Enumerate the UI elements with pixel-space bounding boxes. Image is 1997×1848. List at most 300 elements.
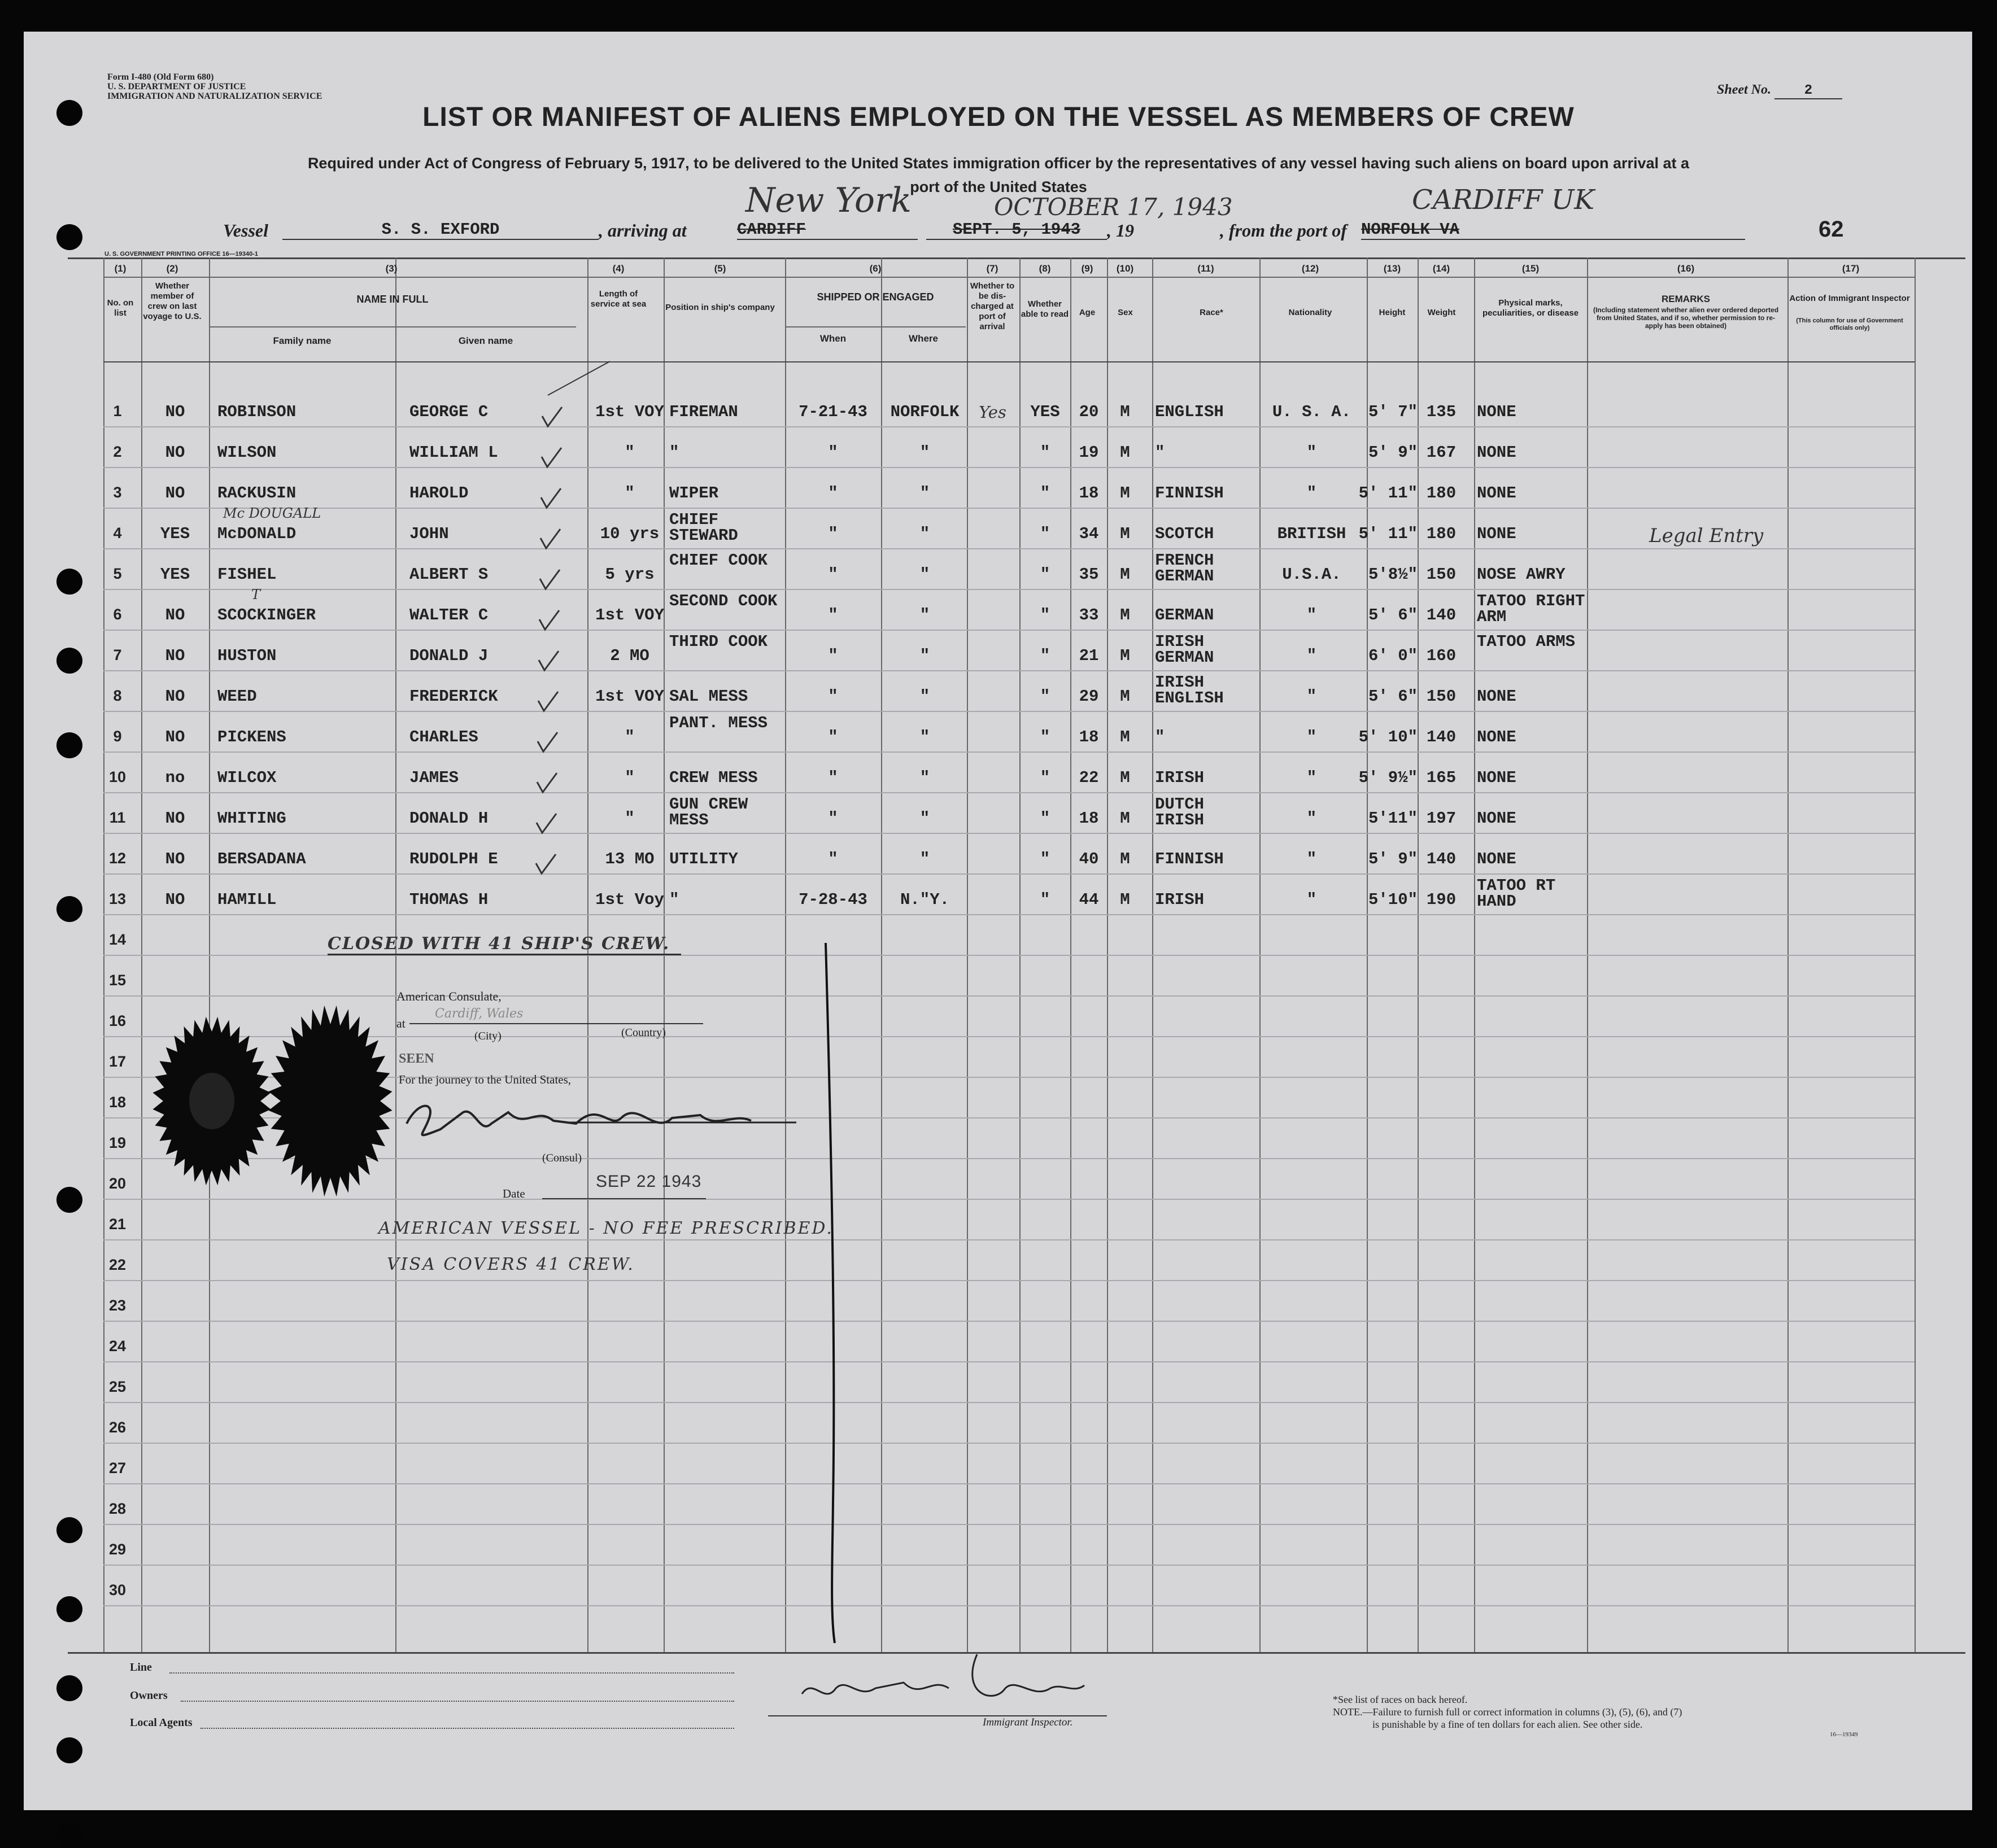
cell-given: JOHN — [409, 525, 449, 543]
column-number: (13) — [1383, 263, 1401, 274]
row-number: 14 — [108, 931, 127, 948]
cell-height: 5'10" — [1368, 890, 1418, 909]
cell-nat: " — [1306, 606, 1317, 624]
cell-where: " — [919, 484, 930, 503]
row-number: 9 — [113, 728, 122, 745]
column-number: (6) — [869, 263, 882, 274]
header-when: When — [819, 333, 847, 344]
cell-disch: Yes — [979, 403, 1006, 422]
family-name-handwritten: T — [251, 587, 261, 602]
row-number: 21 — [108, 1216, 127, 1233]
grid-row-line — [103, 1565, 1915, 1566]
header-name-in-full: NAME IN FULL — [356, 294, 429, 305]
cell-where: " — [919, 646, 930, 665]
cell-nat: " — [1306, 728, 1317, 746]
cell-prev: NO — [165, 443, 185, 462]
header-length-service: Length of service at sea — [590, 289, 647, 309]
cell-prev: no — [165, 768, 185, 787]
row-number: 8 — [113, 687, 122, 704]
cell-when: " — [828, 443, 838, 462]
header-able-read: Whether able to read — [1021, 299, 1069, 319]
cell-family: WILSON — [217, 443, 277, 462]
cell-weight: 197 — [1426, 809, 1457, 828]
cell-age: 21 — [1079, 646, 1099, 665]
cell-when: " — [828, 484, 838, 503]
cell-race: IRISH ENGLISH — [1155, 673, 1224, 707]
from-port-label: , from the port of — [1220, 220, 1347, 241]
cell-read: " — [1040, 484, 1050, 503]
row-number: 27 — [108, 1460, 127, 1476]
cell-prev: YES — [160, 525, 190, 543]
cell-family: BERSADANA — [217, 850, 306, 868]
grid-column-line — [1915, 257, 1916, 1652]
cell-age: 29 — [1079, 687, 1099, 706]
cell-marks: TATOO ARMS — [1477, 632, 1576, 651]
cell-length: 13 MO — [605, 850, 655, 868]
punch-hole — [56, 1596, 82, 1622]
cell-race: FINNISH — [1155, 484, 1224, 503]
cell-family: WILCOX — [217, 768, 277, 787]
cell-when: " — [828, 646, 838, 665]
agency-line-1: U. S. DEPARTMENT OF JUSTICE — [107, 82, 246, 91]
grid-row-line — [103, 833, 1915, 834]
row-number: 18 — [108, 1094, 127, 1111]
consul-signature — [395, 1090, 802, 1146]
header-member-prev: Whether member of crew on last voyage to U.S. — [143, 281, 202, 321]
vessel-name: S. S. EXFORD — [282, 220, 599, 240]
row-number: 2 — [113, 443, 122, 460]
cell-marks: NONE — [1477, 850, 1516, 868]
cell-given: HAROLD — [409, 484, 469, 503]
cell-height: 6' 0" — [1368, 646, 1418, 665]
header-action-note: (This column for use of Government officials only) — [1796, 317, 1903, 331]
consulate-date-label: Date — [503, 1187, 525, 1200]
cell-race: ENGLISH — [1155, 403, 1224, 421]
subtitle-line-1: Required under Act of Congress of February 5, 1917, to be delivered to the United States immigration officer by the representatives of any vessel having such aliens on board upon arrival at a — [307, 155, 1690, 172]
grid-row-line — [103, 508, 1915, 509]
punch-hole — [56, 1517, 82, 1543]
cell-weight: 190 — [1426, 890, 1457, 909]
cell-weight: 140 — [1426, 728, 1457, 746]
cell-marks: NONE — [1477, 484, 1516, 503]
cell-age: 33 — [1079, 606, 1099, 624]
line-label: Line — [130, 1661, 152, 1674]
cell-sex: M — [1120, 525, 1130, 543]
grid-row-line — [103, 277, 1915, 278]
owners-label: Owners — [130, 1689, 168, 1702]
form-code: 16—19349 — [1830, 1731, 1858, 1738]
cell-marks: TATOO RIGHT ARM — [1477, 592, 1585, 626]
cell-weight: 150 — [1426, 565, 1457, 584]
cell-marks: NONE — [1477, 809, 1516, 828]
header-sex: Sex — [1118, 308, 1133, 317]
cell-family: WHITING — [217, 809, 286, 828]
cell-position: SAL MESS — [669, 687, 748, 706]
from-port-handwritten: CARDIFF UK — [1412, 184, 1595, 216]
grid-row-line — [103, 630, 1915, 631]
cell-family: ROBINSON — [217, 403, 297, 421]
cell-when: " — [828, 565, 838, 584]
inspector-signature — [791, 1643, 1107, 1722]
footnote-penalty-2: is punishable by a fine of ten dollars for each alien. See other side. — [1372, 1719, 1643, 1730]
row-number: 3 — [113, 484, 122, 501]
cell-height: 5' 6" — [1368, 687, 1418, 706]
punch-hole — [56, 1675, 82, 1701]
local-agents-field — [200, 1728, 734, 1729]
arrival-date-handwritten: OCTOBER 17, 1943 — [994, 193, 1233, 221]
checkmark — [538, 732, 557, 752]
cell-weight: 135 — [1426, 403, 1457, 421]
cell-read: " — [1040, 646, 1050, 665]
header-height: Height — [1379, 308, 1406, 317]
row-number: 10 — [108, 768, 127, 785]
checkmark — [541, 488, 561, 508]
consulate-date-rule — [542, 1198, 706, 1199]
cell-weight: 180 — [1426, 525, 1457, 543]
grid-row-line — [103, 914, 1915, 915]
cell-given: CHARLES — [409, 728, 478, 746]
cell-sex: M — [1120, 890, 1130, 909]
row-number: 7 — [113, 646, 122, 663]
inspector-label: Immigrant Inspector. — [983, 1716, 1073, 1728]
cell-given: WILLIAM L — [409, 443, 498, 462]
cell-given: ALBERT S — [409, 565, 489, 584]
cell-position: THIRD COOK — [669, 632, 768, 651]
cell-age: 35 — [1079, 565, 1099, 584]
cell-length: " — [625, 484, 635, 503]
cell-length: 1st VOY — [595, 687, 664, 706]
grid-row-line — [103, 792, 1915, 793]
cell-position: CHIEF COOK — [669, 551, 768, 570]
family-name-handwritten: Mc DOUGALL — [223, 505, 321, 521]
cell-read: " — [1040, 565, 1050, 584]
cell-family: PICKENS — [217, 728, 286, 746]
cell-where: " — [919, 728, 930, 746]
header-rule — [68, 257, 1965, 259]
cell-where: " — [919, 443, 930, 462]
pen-stroke — [813, 937, 847, 1649]
cell-where: " — [919, 809, 930, 828]
cell-weight: 167 — [1426, 443, 1457, 462]
cell-prev: NO — [165, 809, 185, 828]
header-nationality: Nationality — [1288, 308, 1332, 317]
column-number: (5) — [714, 263, 726, 274]
row-number: 25 — [108, 1378, 127, 1395]
header-no-on-list: No. on list — [107, 298, 134, 318]
agency-line-2: IMMIGRATION AND NATURALIZATION SERVICE — [107, 91, 322, 101]
column-number: (11) — [1197, 263, 1214, 274]
consular-seal — [150, 999, 404, 1203]
row-number: 26 — [108, 1419, 127, 1436]
cell-weight: 140 — [1426, 850, 1457, 868]
sheet-number-label: Sheet No. 2 — [1717, 82, 1842, 99]
grid-row-line — [103, 589, 1915, 590]
cell-age: 18 — [1079, 484, 1099, 503]
cell-height: 5' 9" — [1368, 850, 1418, 868]
cell-sex: M — [1120, 850, 1130, 868]
year-label: , 19 — [1107, 220, 1134, 241]
cell-nat: " — [1306, 890, 1317, 909]
consul-label: (Consul) — [542, 1152, 582, 1164]
grid-row-line — [103, 1443, 1915, 1444]
cell-sex: M — [1120, 443, 1130, 462]
cell-race: SCOTCH — [1155, 525, 1214, 543]
cell-marks: NONE — [1477, 525, 1516, 543]
cell-when: 7-28-43 — [799, 890, 867, 909]
cell-family: McDONALD — [217, 525, 297, 543]
cell-given: JAMES — [409, 768, 459, 787]
cell-length: 1st VOY — [595, 403, 664, 421]
cell-sex: M — [1120, 606, 1130, 624]
grid-row-line — [103, 467, 1915, 468]
cell-length: 5 yrs — [605, 565, 655, 584]
cell-given: WALTER C — [409, 606, 489, 624]
row-number: 20 — [108, 1175, 127, 1192]
cell-sex: M — [1120, 646, 1130, 665]
cell-sex: M — [1120, 484, 1130, 503]
row-number: 23 — [108, 1297, 127, 1314]
header-where: Where — [909, 333, 938, 344]
header-action: Action of Immigrant Inspector — [1789, 294, 1910, 303]
grid-row-line — [103, 1239, 1915, 1240]
consulate-city-handwritten: Cardiff, Wales — [435, 1007, 524, 1021]
row-number: 13 — [108, 890, 127, 907]
cell-sex: M — [1120, 809, 1130, 828]
cell-height: 5'8½" — [1368, 565, 1418, 584]
cell-nat: " — [1306, 809, 1317, 828]
cell-where: N."Y. — [900, 890, 949, 909]
header-race: Race* — [1200, 308, 1223, 317]
cell-nat: " — [1306, 687, 1317, 706]
grid-row-line — [103, 1361, 1915, 1362]
sheet-number: 2 — [1774, 83, 1842, 99]
consulate-city-rule — [409, 1023, 703, 1024]
checkmark — [542, 448, 561, 467]
punch-hole — [56, 896, 82, 922]
cell-length: " — [625, 768, 635, 787]
row-number: 16 — [108, 1012, 127, 1029]
cell-when: " — [828, 525, 838, 543]
row-number: 22 — [108, 1256, 127, 1273]
cell-family: SCOCKINGER — [217, 606, 316, 624]
row-number: 5 — [113, 565, 122, 582]
cell-read: " — [1040, 890, 1050, 909]
cell-when: " — [828, 850, 838, 868]
column-number: (1) — [114, 263, 127, 274]
grid-row-line — [103, 873, 1915, 875]
cell-given: FREDERICK — [409, 687, 498, 706]
cell-marks: NONE — [1477, 728, 1516, 746]
cell-where: " — [919, 768, 930, 787]
consulate-at-label: at — [396, 1016, 405, 1030]
cell-race: " — [1155, 728, 1165, 746]
cell-family: FISHEL — [217, 565, 277, 584]
column-number: (10) — [1116, 263, 1134, 274]
grid-row-line — [103, 752, 1915, 753]
cell-height: 5' 9½" — [1358, 768, 1418, 787]
form-id: Form I-480 (Old Form 680) — [107, 72, 214, 82]
punch-hole — [56, 732, 82, 758]
cell-height: 5' 6" — [1368, 606, 1418, 624]
cell-prev: NO — [165, 687, 185, 706]
cell-when: " — [828, 809, 838, 828]
cell-read: " — [1040, 443, 1050, 462]
cell-position: PANT. MESS — [669, 714, 768, 732]
punch-hole — [56, 1737, 82, 1763]
cell-height: 5' 10" — [1358, 728, 1418, 746]
row-number: 19 — [108, 1134, 127, 1151]
page-title: LIST OR MANIFEST OF ALIENS EMPLOYED ON THE VESSEL AS MEMBERS OF CREW — [422, 102, 1575, 132]
cell-sex: M — [1120, 728, 1130, 746]
cell-family: HAMILL — [217, 890, 277, 909]
grid-row-line — [103, 1402, 1915, 1403]
subtitle-line-2: port of the United States — [910, 178, 1087, 195]
cell-family: WEED — [217, 687, 257, 706]
cell-age: 18 — [1079, 728, 1099, 746]
cell-length: 1st Voy — [595, 890, 664, 909]
column-number: (16) — [1677, 263, 1695, 274]
cell-age: 19 — [1079, 443, 1099, 462]
consulate-date-stamp: SEP 22 1943 — [596, 1172, 702, 1191]
cell-race: FINNISH — [1155, 850, 1224, 868]
from-port-typed: NORFOLK VA — [1361, 220, 1745, 240]
cell-height: 5'11" — [1368, 809, 1418, 828]
cell-given: DONALD H — [409, 809, 489, 828]
column-number: (8) — [1039, 263, 1051, 274]
footnote-races: *See list of races on back hereof. — [1333, 1694, 1468, 1705]
cell-position: GUN CREW MESS — [669, 795, 748, 829]
cell-nat: " — [1306, 484, 1317, 503]
column-number: (15) — [1521, 263, 1540, 274]
cell-marks: NONE — [1477, 403, 1516, 421]
cell-read: " — [1040, 525, 1050, 543]
cell-when: " — [828, 768, 838, 787]
grid-row-line — [103, 670, 1915, 671]
cell-race: FRENCH GERMAN — [1155, 551, 1214, 586]
cell-weight: 160 — [1426, 646, 1457, 665]
cell-position: SECOND COOK — [669, 592, 778, 610]
cell-race: GERMAN — [1155, 606, 1214, 624]
cell-where: NORFOLK — [890, 403, 960, 421]
grid-row-line — [103, 426, 1915, 427]
row-number: 30 — [108, 1581, 127, 1598]
cell-prev: NO — [165, 646, 185, 665]
cell-age: 18 — [1079, 809, 1099, 828]
cell-sex: M — [1120, 565, 1130, 584]
grid-row-line — [785, 326, 966, 327]
grid-row-line — [103, 1524, 1915, 1525]
grid-row-line — [103, 995, 1915, 997]
cell-sex: M — [1120, 768, 1130, 787]
checkmark — [540, 529, 560, 548]
header-age: Age — [1079, 308, 1096, 317]
column-number: (9) — [1081, 263, 1093, 274]
arriving-label: , arriving at — [599, 220, 687, 241]
cell-weight: 150 — [1426, 687, 1457, 706]
header-shipped: SHIPPED OR ENGAGED — [817, 291, 934, 303]
grid-row-line — [103, 1280, 1915, 1281]
cell-weight: 180 — [1426, 484, 1457, 503]
cell-prev: YES — [160, 565, 190, 584]
cell-position: " — [669, 890, 679, 909]
local-agents-label: Local Agents — [130, 1716, 193, 1729]
punch-hole — [56, 1187, 82, 1213]
cell-marks: NONE — [1477, 687, 1516, 706]
cell-where: " — [919, 565, 930, 584]
handnote-visa: VISA COVERS 41 CREW. — [387, 1255, 635, 1274]
header-family-name: Family name — [273, 335, 332, 346]
handnote-no-fee: AMERICAN VESSEL - NO FEE PRESCRIBED. — [378, 1218, 834, 1238]
cell-read: " — [1040, 606, 1050, 624]
cell-prev: NO — [165, 728, 185, 746]
arrival-date-typed: SEPT. 5, 1943 — [926, 220, 1107, 240]
cell-sex: M — [1120, 403, 1130, 421]
header-physical: Physical marks, peculiarities, or disease — [1482, 298, 1579, 318]
cell-where: " — [919, 687, 930, 706]
cell-given: DONALD J — [409, 646, 489, 665]
grid-row-line — [103, 1605, 1915, 1606]
cell-when: " — [828, 728, 838, 746]
grid-row-line — [103, 361, 1915, 362]
cell-marks: NONE — [1477, 768, 1516, 787]
checkmark — [538, 692, 558, 711]
cell-nat: U. S. A. — [1272, 403, 1351, 421]
cell-nat: " — [1306, 768, 1317, 787]
cell-read: " — [1040, 728, 1050, 746]
cell-position: FIREMAN — [669, 403, 738, 421]
cell-weight: 140 — [1426, 606, 1457, 624]
cell-where: " — [919, 606, 930, 624]
cell-when: " — [828, 687, 838, 706]
city-label: (City) — [474, 1030, 502, 1042]
cell-prev: NO — [165, 850, 185, 868]
vessel-label: Vessel — [223, 220, 268, 241]
header-weight: Weight — [1427, 308, 1456, 317]
cell-nat: BRITISH — [1277, 525, 1346, 543]
owners-field — [181, 1701, 734, 1702]
checkmark — [537, 814, 556, 833]
cell-length: " — [625, 728, 635, 746]
header-remarks-note: (Including statement whether alien ever ordered deported from United States, and if so, whether permission to re-apply has been obtained) — [1593, 306, 1779, 330]
cell-position: WIPER — [669, 484, 719, 503]
grid-row-line — [103, 1483, 1915, 1484]
cell-read: " — [1040, 850, 1050, 868]
cell-age: 34 — [1079, 525, 1099, 543]
cell-position: CREW MESS — [669, 768, 758, 787]
remark-handwritten: Legal Entry — [1649, 525, 1764, 547]
cell-race: DUTCH IRISH — [1155, 795, 1205, 829]
cell-weight: 165 — [1426, 768, 1457, 787]
column-number: (7) — [986, 263, 998, 274]
cell-where: " — [919, 850, 930, 868]
cell-height: 5' 9" — [1368, 443, 1418, 462]
cell-prev: NO — [165, 403, 185, 421]
checkmark — [539, 610, 559, 630]
cell-length: 10 yrs — [600, 525, 660, 543]
cell-when: 7-21-43 — [799, 403, 867, 421]
cell-nat: U.S.A. — [1282, 565, 1341, 584]
cell-read: YES — [1030, 403, 1060, 421]
cell-race: IRISH — [1155, 768, 1205, 787]
row-number: 17 — [108, 1053, 127, 1070]
cell-position: CHIEF STEWARD — [669, 510, 738, 545]
column-number: (12) — [1301, 263, 1319, 274]
cell-length: " — [625, 443, 635, 462]
cell-marks: TATOO RT HAND — [1477, 876, 1556, 911]
row-number: 29 — [108, 1541, 127, 1558]
cell-length: 1st VOY — [595, 606, 664, 624]
row-number: 4 — [113, 525, 122, 541]
